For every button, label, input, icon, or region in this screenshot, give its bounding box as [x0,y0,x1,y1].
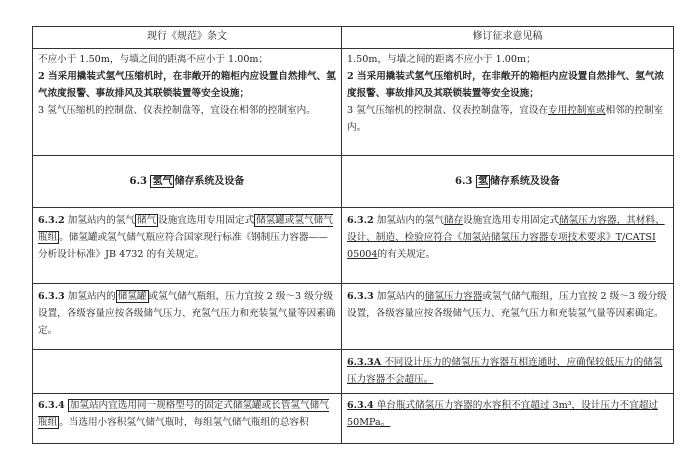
boxed-change: 储氢罐 [117,291,147,302]
cell-current-6-3-2: 6.3.2 加氢站内的氢气 储气 设施宜选用专用固定式 储氢罐或氢气储气瓶组 。储氢罐或氢气储气瓶应符合国家现行标准《钢制压力容器——分析设计标准》JB 4732 的有关规定。 [33,208,342,284]
cell-revised-compressor [342,49,674,156]
underlined-change: 储存 [443,215,464,226]
cell-current-compressor [33,49,342,156]
cell-revised-6-3-2: 6.3.2 加氢站内的氢气储存设施宜选用专用固定式储氢压力容器，其材料、设计、制造、检验应符合《加氢站储氢压力容器专项技术要求》T/CATSI 05004的有关规定。 [342,208,674,284]
clause-number: 6.3.4 [347,400,374,411]
text-line: 1.50m，与墙之间的距离不应小于 1.00m； [347,54,536,65]
underlined-change: 储氢压力容器，其材料、设计、制造、检验应符合《加氢站储氢压力容器专项技术要求》T/CATSI 05004 [347,215,665,260]
clause-item-2: 2 当采用撬装式氢气压缩机时，在非敞开的箱柜内应设置自然排气、氢气浓度报警、事故排风及其联锁装置等安全设施； [347,71,665,99]
underlined-change: 储氢压力容器 [424,291,483,302]
table-row [33,394,674,444]
comparison-table [32,26,674,444]
clause-number: 6.3.4 [38,400,65,411]
table-header-row [33,27,674,49]
boxed-change: 氢 [477,176,488,187]
clause-item-3: 3 氢气压缩机的控制盘、仪表控制盘等，宜设在专用控制室或相邻的控制室内。 [347,105,664,133]
header-revised-draft: 修订征求意见稿 [342,27,674,49]
section-title-current: 6.3 氢气 储存系统及设备 [33,156,342,208]
clause-item-3: 3 氢气压缩机的控制盘、仪表控制盘等，宜设在相邻的控制室内。 [38,105,316,116]
table-row [33,156,674,208]
clause-number: 6.3.2 [38,215,65,226]
cell-current-6-3-4: 6.3.4 加氢站内宜选用同一规格型号的固定式储氢罐或长管氢气储气瓶组 。当选用小容积氢气储气瓶时，每组氢气储气瓶组的总容积 [33,394,342,444]
table-row [33,350,674,394]
cell-current-6-3-3: 6.3.3 加氢站内的 储氢罐 或氢气储气瓶组，压力宜按 2 级～3 级分级设置，各级容量应按各级储气压力、充氢气压力和充装氢气量等因素确定。 [33,284,342,350]
cell-revised-6-3-4: 6.3.4 单台瓶式储氢压力容器的水容积不宜超过 3m³，设计压力不宜超过 50MPa。 [342,394,674,444]
cell-revised-6-3-3a: 6.3.3A 不同设计压力的储氢压力容器互相连通时，应确保较低压力的储氢压力容器不会超压。 [342,350,674,394]
underlined-change: 专用控制室或 [548,105,606,116]
cell-revised-6-3-3: 6.3.3 加氢站内的储氢压力容器或氢气储气瓶组，压力宜按 2 级～3 级分级设置，各级容量应按各级储气压力、充氢气压力和充装氢气量等因素确定。 [342,284,674,350]
text-line: 不应小于 1.50m，与墙之间的距离不应小于 1.00m； [38,54,269,65]
table-row [33,208,674,284]
boxed-change: 氢气 [152,176,173,187]
cell-current-empty [33,350,342,394]
clause-number: 6.3.3 [38,291,65,302]
clause-number: 6.3.2 [347,215,374,226]
boxed-change: 加氢站内宜选用同一规格型号的固定式储氢罐或长管氢气储气瓶组 [38,400,329,428]
clause-number: 6.3.3A [347,357,382,368]
section-title-revised: 6.3 氢 储存系统及设备 [342,156,674,208]
clause-item-2: 2 当采用撬装式氢气压缩机时，在非敞开的箱柜内应设置自然排气、氢气浓度报警、事故排风及其联锁装置等安全设施； [38,71,336,99]
boxed-change: 储气 [136,215,157,226]
clause-number: 6.3.3 [347,291,374,302]
table-row [33,284,674,350]
boxed-change: 储氢罐或氢气储气瓶组 [38,215,333,243]
header-current-text: 现行《规范》条文 [33,27,342,49]
table-row [33,49,674,156]
